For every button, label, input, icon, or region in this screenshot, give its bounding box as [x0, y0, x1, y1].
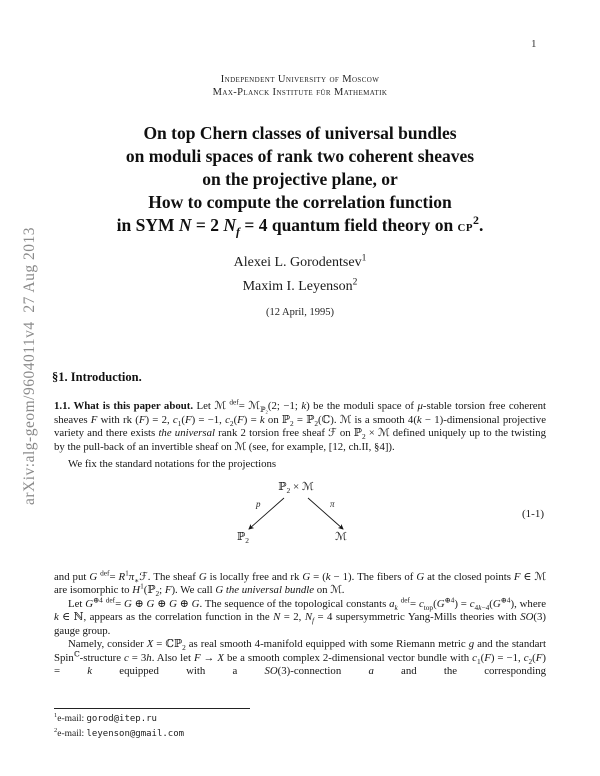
paragraph-namely: Namely, consider X = ℂℙ$_2$ as real smooth 4-manifold equipped with some Riemann metric g and the standart Spin$^ℂ$-structure c = 3h. Also let F → X be a smooth complex 2-dimensional vector bundle with $c_1(F) = -1$, $c_2(F) = k$ equipped with a SO(3)-connection a and the corresponding: [54, 638, 547, 677]
author-1: Alexei L. Gorodentsev$^1$: [233, 253, 367, 270]
section-heading: §1. Introduction.: [52, 370, 142, 384]
title-line-5: in SYM N = 2 $N_f = 4$ quantum field theory on $CP^2$.: [116, 213, 484, 239]
footnote-2: [54, 727, 546, 742]
paragraph-universal-bundle: and put G $^{def}= R^1\pi_∗ℱ$. The sheaf G is locally free and rk G = (k − 1). The fibers of G at the closed points F ∈ ℳ are isomorphic to $H^1(ℙ_2$; F). We call G the universal bundle on ℳ.: [54, 567, 546, 599]
body-text: [54, 397, 547, 679]
footnote-1-marker: 1: [54, 711, 58, 719]
arxiv-stamp: arXiv:alg-geom/9604011v4 27 Aug 2013: [21, 227, 38, 505]
projection-arrow-right: [308, 498, 343, 529]
footnotes: [54, 708, 546, 742]
title-line-2: on moduli spaces of rank two coherent sheaves: [125, 146, 475, 166]
page-number: 1: [531, 38, 537, 50]
footnote-rule: [54, 708, 250, 709]
date-line: (12 April, 1995): [266, 307, 334, 318]
institution-line-2: Max-Planck Institute für Mathematik: [212, 87, 388, 98]
institution-header: [0, 73, 600, 99]
paragraph-1-1: 1.1. What is this paper about. Let ℳ $^{def}$= ℳ$_{ℙ_2}$(2; −1; k) be the moduli space of μ-stable torsion free coherent sheaves F with rk (F) = 2, $c_1(F) = -1$, $c_2(F) = k$ on ℙ$_2$ = ℙ$_2$(ℂ). ℳ is a smooth 4(k − 1)-dimensional projective variety and there exists the universal rank 2 torsion free sheaf ℱ on ℙ$_2$ × ℳ defined uniquely up to the twisting by the pull-back of an invertible sheaf on ℳ (see, for example, [12, ch.II, §4]).: [54, 397, 546, 453]
paper-title: [20, 122, 580, 240]
diagram-left-node: ℙ$_2$: [236, 530, 250, 545]
institution-line-1: Independent University of Moscow: [220, 74, 380, 85]
title-line-1: On top Chern classes of universal bundles: [143, 123, 457, 143]
footnote-1: [54, 712, 546, 727]
authors: [0, 251, 600, 299]
equation-number: (1-1): [522, 507, 544, 520]
projection-arrow-left: [249, 498, 284, 529]
title-line-4: How to compute the correlation function: [148, 192, 452, 212]
projection-diagram: [54, 477, 546, 565]
diagram-product-node: ℙ$_2$ × ℳ: [278, 480, 314, 495]
footnote-2-email: leyenson@gmail.com: [86, 729, 185, 739]
title-line-3: on the projective plane, or: [202, 169, 398, 189]
footnote-2-label: e-mail:: [57, 729, 87, 739]
diagram-right-node: ℳ: [335, 530, 347, 543]
footnote-1-email: gorod@itep.ru: [86, 714, 157, 724]
diagram-label-pi: π: [330, 498, 335, 509]
paragraph-projections: We fix the standard notations for the projections: [68, 458, 277, 470]
footnote-1-label: e-mail:: [57, 714, 87, 724]
footnote-2-marker: 2: [54, 726, 58, 734]
author-2: Maxim I. Leyenson$^2$: [242, 277, 358, 294]
diagram-label-p: p: [256, 498, 261, 509]
paragraph-topological-constants: Let $G^{\oplus 4}$ $^{def}$= G ⊕ G ⊕ G ⊕ G. The sequence of the topological constants $a_k$ $^{def}= c_{top}(G^{\oplus 4}) = c_{4k-4}(G^{\oplus 4})$, where k ∈ ℕ, appears as the correlation function in the N = 2, $N_f = 4$ supersymmetric Yang-Mills theories with SO(3) gauge group.: [54, 594, 546, 637]
